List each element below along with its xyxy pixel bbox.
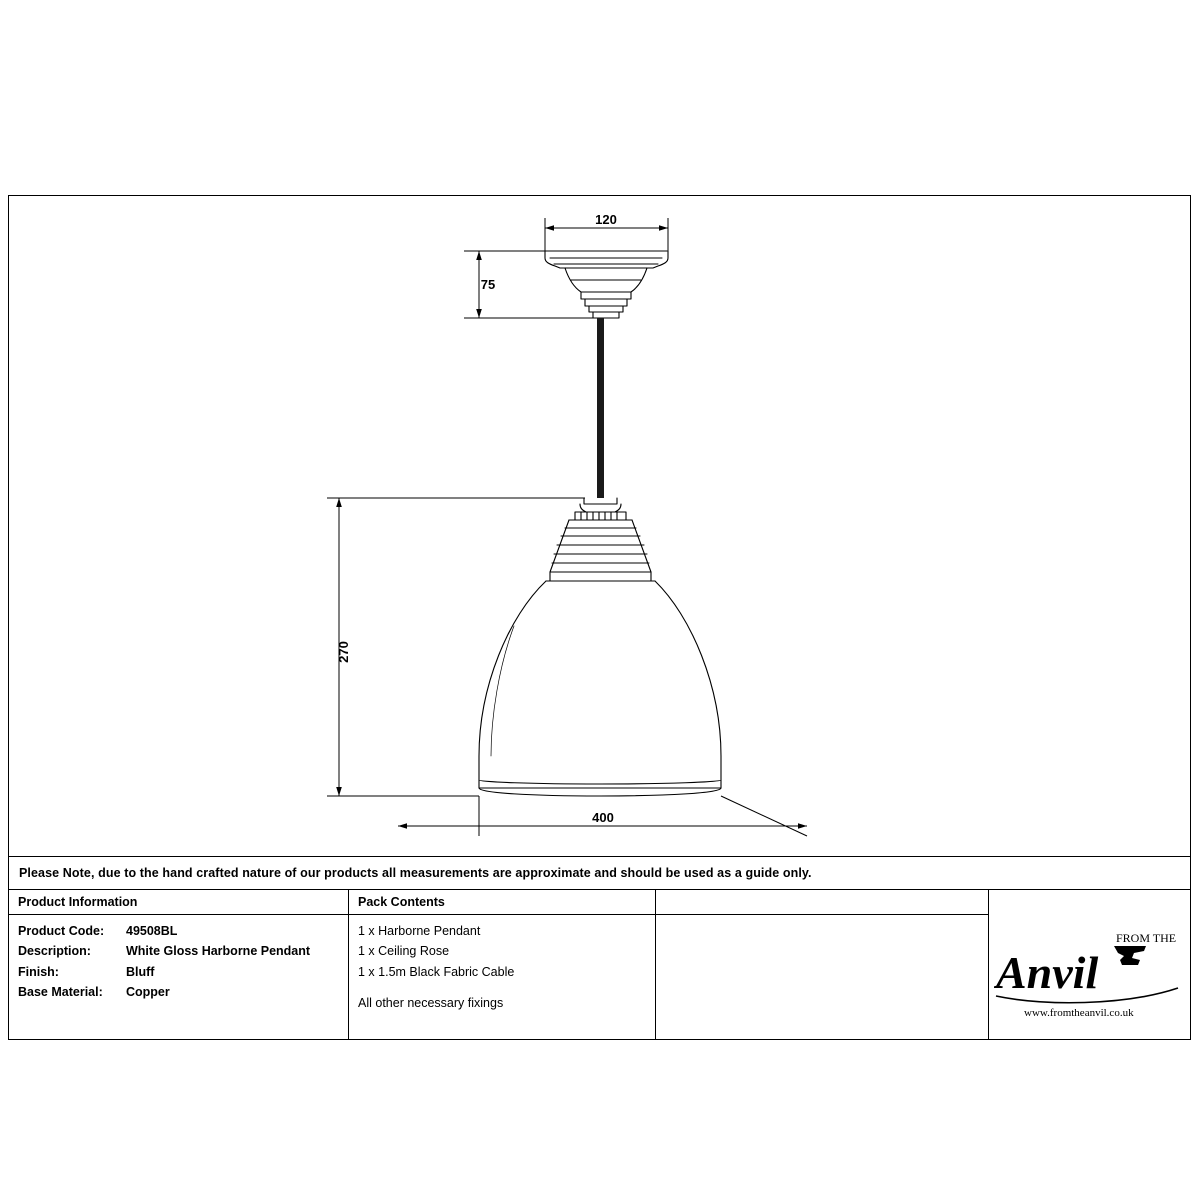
spec-row — [18, 985, 348, 999]
dimension-label-75: 75 — [480, 277, 496, 292]
dimension-label-120: 120 — [595, 212, 617, 227]
product-information-header: Product Information — [9, 890, 348, 915]
pack-contents-body — [349, 915, 655, 1011]
measurement-note — [9, 856, 1190, 889]
dimension-label-400: 400 — [592, 810, 614, 825]
pack-contents-footnote: All other necessary fixings — [358, 996, 504, 1011]
logo-column — [989, 890, 1189, 1039]
brand-logo — [989, 915, 1189, 1040]
spec-row — [18, 924, 348, 938]
spec-row — [18, 965, 348, 979]
information-table — [9, 889, 1190, 1039]
measurement-note-text: Please Note, due to the hand crafted nature of our products all measurements are approximate and should be used as a guide only. — [19, 866, 812, 880]
pack-content-item: 1 x Harborne Pendant — [358, 924, 481, 938]
logo-url: www.fromtheanvil.co.uk — [1024, 1006, 1134, 1019]
spec-label-description: Description: — [18, 944, 91, 959]
dimension-label-270: 270 — [336, 641, 351, 663]
pack-content-item: 1 x Ceiling Rose — [358, 944, 450, 959]
spec-value-base-material: Copper — [126, 985, 170, 1000]
logo-top-text: FROM THE — [1116, 930, 1177, 945]
spec-value-product-code: 49508BL — [126, 924, 178, 938]
spec-label-product-code: Product Code: — [18, 924, 105, 938]
empty-column-header — [656, 890, 988, 915]
pack-contents-column — [349, 890, 656, 1039]
spec-value-description: White Gloss Harborne Pendant — [126, 944, 311, 959]
product-drawing — [9, 196, 1190, 856]
pack-content-item: 1 x 1.5m Black Fabric Cable — [358, 964, 515, 979]
logo-main-text: Anvil — [996, 946, 1099, 998]
spec-value-finish: Bluff — [126, 964, 155, 979]
spec-row — [18, 944, 348, 958]
anvil-icon — [1114, 946, 1146, 965]
product-information-body — [9, 915, 348, 1000]
spec-label-finish: Finish: — [18, 964, 59, 979]
product-information-column — [9, 890, 349, 1039]
technical-drawing-sheet — [8, 195, 1191, 1040]
empty-column — [656, 890, 989, 1039]
pack-contents-header: Pack Contents — [349, 890, 655, 915]
spec-label-base-material: Base Material: — [18, 985, 103, 1000]
